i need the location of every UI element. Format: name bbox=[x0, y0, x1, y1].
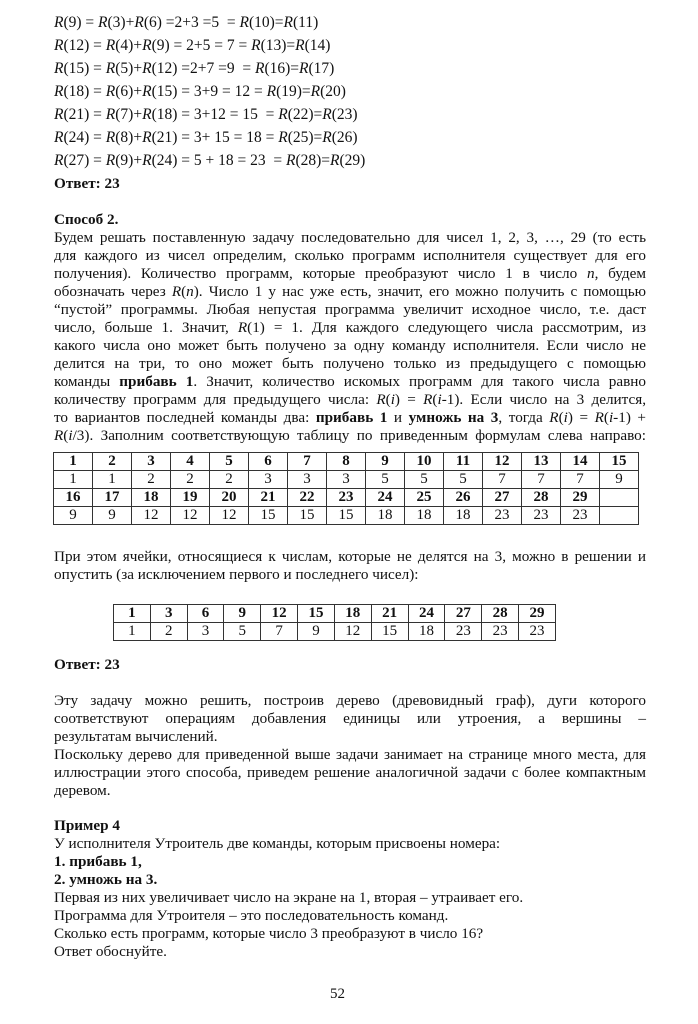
example4-line: Программа для Утроителя – это последовательность команд. bbox=[54, 907, 449, 924]
example4-intro: У исполнителя Утроитель две команды, которым присвоены номера: bbox=[54, 835, 501, 852]
paragraph-line: Будем решать поставленную задачу последовательно для чисел 1, 2, 3, …, 29 (то есть bbox=[54, 229, 646, 246]
table-cell: 15 bbox=[288, 507, 327, 525]
table-cell: 7 bbox=[561, 471, 600, 489]
table-cell: 6 bbox=[249, 453, 288, 471]
paragraph-line: соответствуют операциям добавления единицы или утроения, а вершины – bbox=[54, 710, 646, 727]
table-cell: 5 bbox=[444, 471, 483, 489]
example4-title: Пример 4 bbox=[54, 817, 120, 834]
table-cell: 24 bbox=[408, 605, 445, 623]
table-cell: 9 bbox=[298, 623, 335, 641]
table-cell: 23 bbox=[519, 623, 556, 641]
table-cell: 2 bbox=[171, 471, 210, 489]
method2-title: Способ 2. bbox=[54, 211, 119, 228]
table-cell: 15 bbox=[600, 453, 639, 471]
table-cell: 7 bbox=[288, 453, 327, 471]
table-cell: 21 bbox=[249, 489, 288, 507]
table-cell: 18 bbox=[132, 489, 171, 507]
table-cell: 13 bbox=[522, 453, 561, 471]
table-cell: 28 bbox=[482, 605, 519, 623]
paragraph-line: число, больше 1. Значит, R(1) = 1. Для каждого следующего числа рассмотрим, из bbox=[54, 319, 647, 336]
table-cell: 4 bbox=[171, 453, 210, 471]
table-cell: 12 bbox=[132, 507, 171, 525]
table-cell: 10 bbox=[405, 453, 444, 471]
example4-line: Первая из них увеличивает число на экране на 1, вторая – утраивает его. bbox=[54, 889, 524, 906]
table-row-counts bbox=[54, 507, 639, 525]
equation-line: R(27) = R(9)+R(24) = 5 + 18 = 23 = R(28)=R(29) bbox=[54, 152, 366, 169]
equation-line: R(15) = R(5)+R(12) =2+7 =9 = R(16)=R(17) bbox=[54, 60, 335, 77]
paragraph-line: для каждого из чисел определим, сколько программ исполнителя существует для его bbox=[54, 247, 646, 264]
values-table-compact bbox=[113, 604, 556, 641]
table-cell: 25 bbox=[405, 489, 444, 507]
table-cell: 18 bbox=[334, 605, 371, 623]
paragraph-line: “пустой” программы. Любая непустая программа увеличит исходное число, т.е. даст bbox=[54, 301, 646, 318]
table-cell: 23 bbox=[327, 489, 366, 507]
table-cell: 23 bbox=[445, 623, 482, 641]
table-cell: 16 bbox=[54, 489, 93, 507]
paragraph-line: иллюстрации этого способа, приведем решение аналогичной задачи с более компактным bbox=[54, 764, 646, 781]
table-cell: 5 bbox=[210, 453, 249, 471]
table-cell: 9 bbox=[54, 507, 93, 525]
equation-line: R(9) = R(3)+R(6) =2+3 =5 = R(10)=R(11) bbox=[54, 14, 319, 31]
table-cell: 1 bbox=[114, 623, 151, 641]
example4-line: Сколько есть программ, которые число 3 преобразуют в число 16? bbox=[54, 925, 484, 942]
table-cell: 7 bbox=[483, 471, 522, 489]
answer-2: Ответ: 23 bbox=[54, 656, 120, 673]
example4-command-2: 2. умножь на 3. bbox=[54, 871, 158, 888]
equation-line: R(21) = R(7)+R(18) = 3+12 = 15 = R(22)=R(23) bbox=[54, 106, 358, 123]
table-cell: 5 bbox=[224, 623, 261, 641]
answer-1: Ответ: 23 bbox=[54, 175, 120, 192]
table-cell: 9 bbox=[93, 507, 132, 525]
table-row-numbers bbox=[54, 453, 639, 471]
table-cell: 23 bbox=[482, 623, 519, 641]
table-cell: 3 bbox=[132, 453, 171, 471]
table-cell: 18 bbox=[405, 507, 444, 525]
paragraph-line: деревом. bbox=[54, 782, 111, 799]
table-cell: 6 bbox=[187, 605, 224, 623]
paragraph-line: получения). Количество программ, которые преобразуют число 1 в число n, будем bbox=[54, 265, 646, 282]
table-cell: 27 bbox=[445, 605, 482, 623]
table-cell: 15 bbox=[327, 507, 366, 525]
table-cell: 3 bbox=[187, 623, 224, 641]
table-cell: 15 bbox=[249, 507, 288, 525]
table-cell: 15 bbox=[298, 605, 335, 623]
table-cell: 27 bbox=[483, 489, 522, 507]
table-cell: 5 bbox=[366, 471, 405, 489]
table-cell: 29 bbox=[561, 489, 600, 507]
table-cell: 1 bbox=[114, 605, 151, 623]
table-cell bbox=[600, 507, 639, 525]
paragraph-line: то вариантов последней команды два: прибавь 1 и умножь на 3, тогда R(i) = R(i-1) + bbox=[54, 409, 646, 426]
table-row-counts bbox=[54, 471, 639, 489]
table-cell: 12 bbox=[210, 507, 249, 525]
table-cell: 9 bbox=[224, 605, 261, 623]
table-cell: 2 bbox=[93, 453, 132, 471]
equation-line: R(24) = R(8)+R(21) = 3+ 15 = 18 = R(25)=R(26) bbox=[54, 129, 358, 146]
table-cell: 21 bbox=[371, 605, 408, 623]
table-cell: 1 bbox=[54, 453, 93, 471]
table-cell: 8 bbox=[327, 453, 366, 471]
table-cell: 22 bbox=[288, 489, 327, 507]
table-cell: 2 bbox=[150, 623, 187, 641]
table-cell: 9 bbox=[366, 453, 405, 471]
table-cell: 3 bbox=[249, 471, 288, 489]
values-table-full bbox=[53, 452, 639, 525]
table-cell: 23 bbox=[561, 507, 600, 525]
table-cell: 15 bbox=[371, 623, 408, 641]
table-cell: 2 bbox=[210, 471, 249, 489]
paragraph-line: обозначать через R(n). Число 1 у нас уже есть, значит, его можно получить с помощью bbox=[54, 283, 646, 300]
example4-command-1: 1. прибавь 1, bbox=[54, 853, 142, 870]
table-cell: 3 bbox=[150, 605, 187, 623]
table-cell: 9 bbox=[600, 471, 639, 489]
equation-line: R(18) = R(6)+R(15) = 3+9 = 12 = R(19)=R(20) bbox=[54, 83, 346, 100]
paragraph-line: команды прибавь 1. Значит, количество искомых программ для такого числа равно bbox=[54, 373, 647, 390]
table-cell: 23 bbox=[483, 507, 522, 525]
table-cell: 23 bbox=[522, 507, 561, 525]
table-cell: 18 bbox=[408, 623, 445, 641]
table-cell: 28 bbox=[522, 489, 561, 507]
equation-line: R(12) = R(4)+R(9) = 2+5 = 7 = R(13)=R(14) bbox=[54, 37, 331, 54]
paragraph-line: Поскольку дерево для приведенной выше задачи занимает на странице много места, для bbox=[54, 746, 646, 763]
table-cell: 7 bbox=[522, 471, 561, 489]
paragraph-line: R(i/3). Заполним соответствующую таблицу по приведенным формулам слева направо: bbox=[54, 427, 646, 444]
table-cell: 20 bbox=[210, 489, 249, 507]
table-cell: 18 bbox=[444, 507, 483, 525]
table-cell: 19 bbox=[171, 489, 210, 507]
paragraph-line: Эту задачу можно решить, построив дерево (древовидный граф), дуги которого bbox=[54, 692, 646, 709]
table-row-numbers bbox=[54, 489, 639, 507]
page-number: 52 bbox=[330, 986, 345, 1002]
table-cell: 29 bbox=[519, 605, 556, 623]
table-cell: 7 bbox=[261, 623, 298, 641]
table-cell: 12 bbox=[483, 453, 522, 471]
paragraph-line: При этом ячейки, относящиеся к числам, которые не делятся на 3, можно в решении и bbox=[54, 548, 646, 565]
table-cell: 14 bbox=[561, 453, 600, 471]
table-cell: 11 bbox=[444, 453, 483, 471]
table-cell: 2 bbox=[132, 471, 171, 489]
table-cell: 12 bbox=[261, 605, 298, 623]
table-cell bbox=[600, 489, 639, 507]
table-cell: 12 bbox=[334, 623, 371, 641]
paragraph-line: делится на три, то оно может быть получено только из предыдущего с помощью bbox=[54, 355, 646, 372]
paragraph-line: опустить (за исключением первого и последнего чисел): bbox=[54, 566, 419, 583]
table-cell: 3 bbox=[288, 471, 327, 489]
paragraph-line: количеству программ для предыдущего числа: R(i) = R(i-1). Если число на 3 делится, bbox=[54, 391, 647, 408]
table-cell: 5 bbox=[405, 471, 444, 489]
paragraph-line: какого числа оно может быть получено за одну команду исполнителя. Если число не bbox=[54, 337, 646, 354]
table-cell: 26 bbox=[444, 489, 483, 507]
paragraph-line: результатам вычислений. bbox=[54, 728, 218, 745]
table-cell: 18 bbox=[366, 507, 405, 525]
table-row-counts bbox=[114, 623, 556, 641]
table-cell: 3 bbox=[327, 471, 366, 489]
table-cell: 1 bbox=[93, 471, 132, 489]
example4-line: Ответ обоснуйте. bbox=[54, 943, 167, 960]
table-cell: 17 bbox=[93, 489, 132, 507]
table-cell: 12 bbox=[171, 507, 210, 525]
table-cell: 24 bbox=[366, 489, 405, 507]
table-cell: 1 bbox=[54, 471, 93, 489]
table-row-numbers bbox=[114, 605, 556, 623]
